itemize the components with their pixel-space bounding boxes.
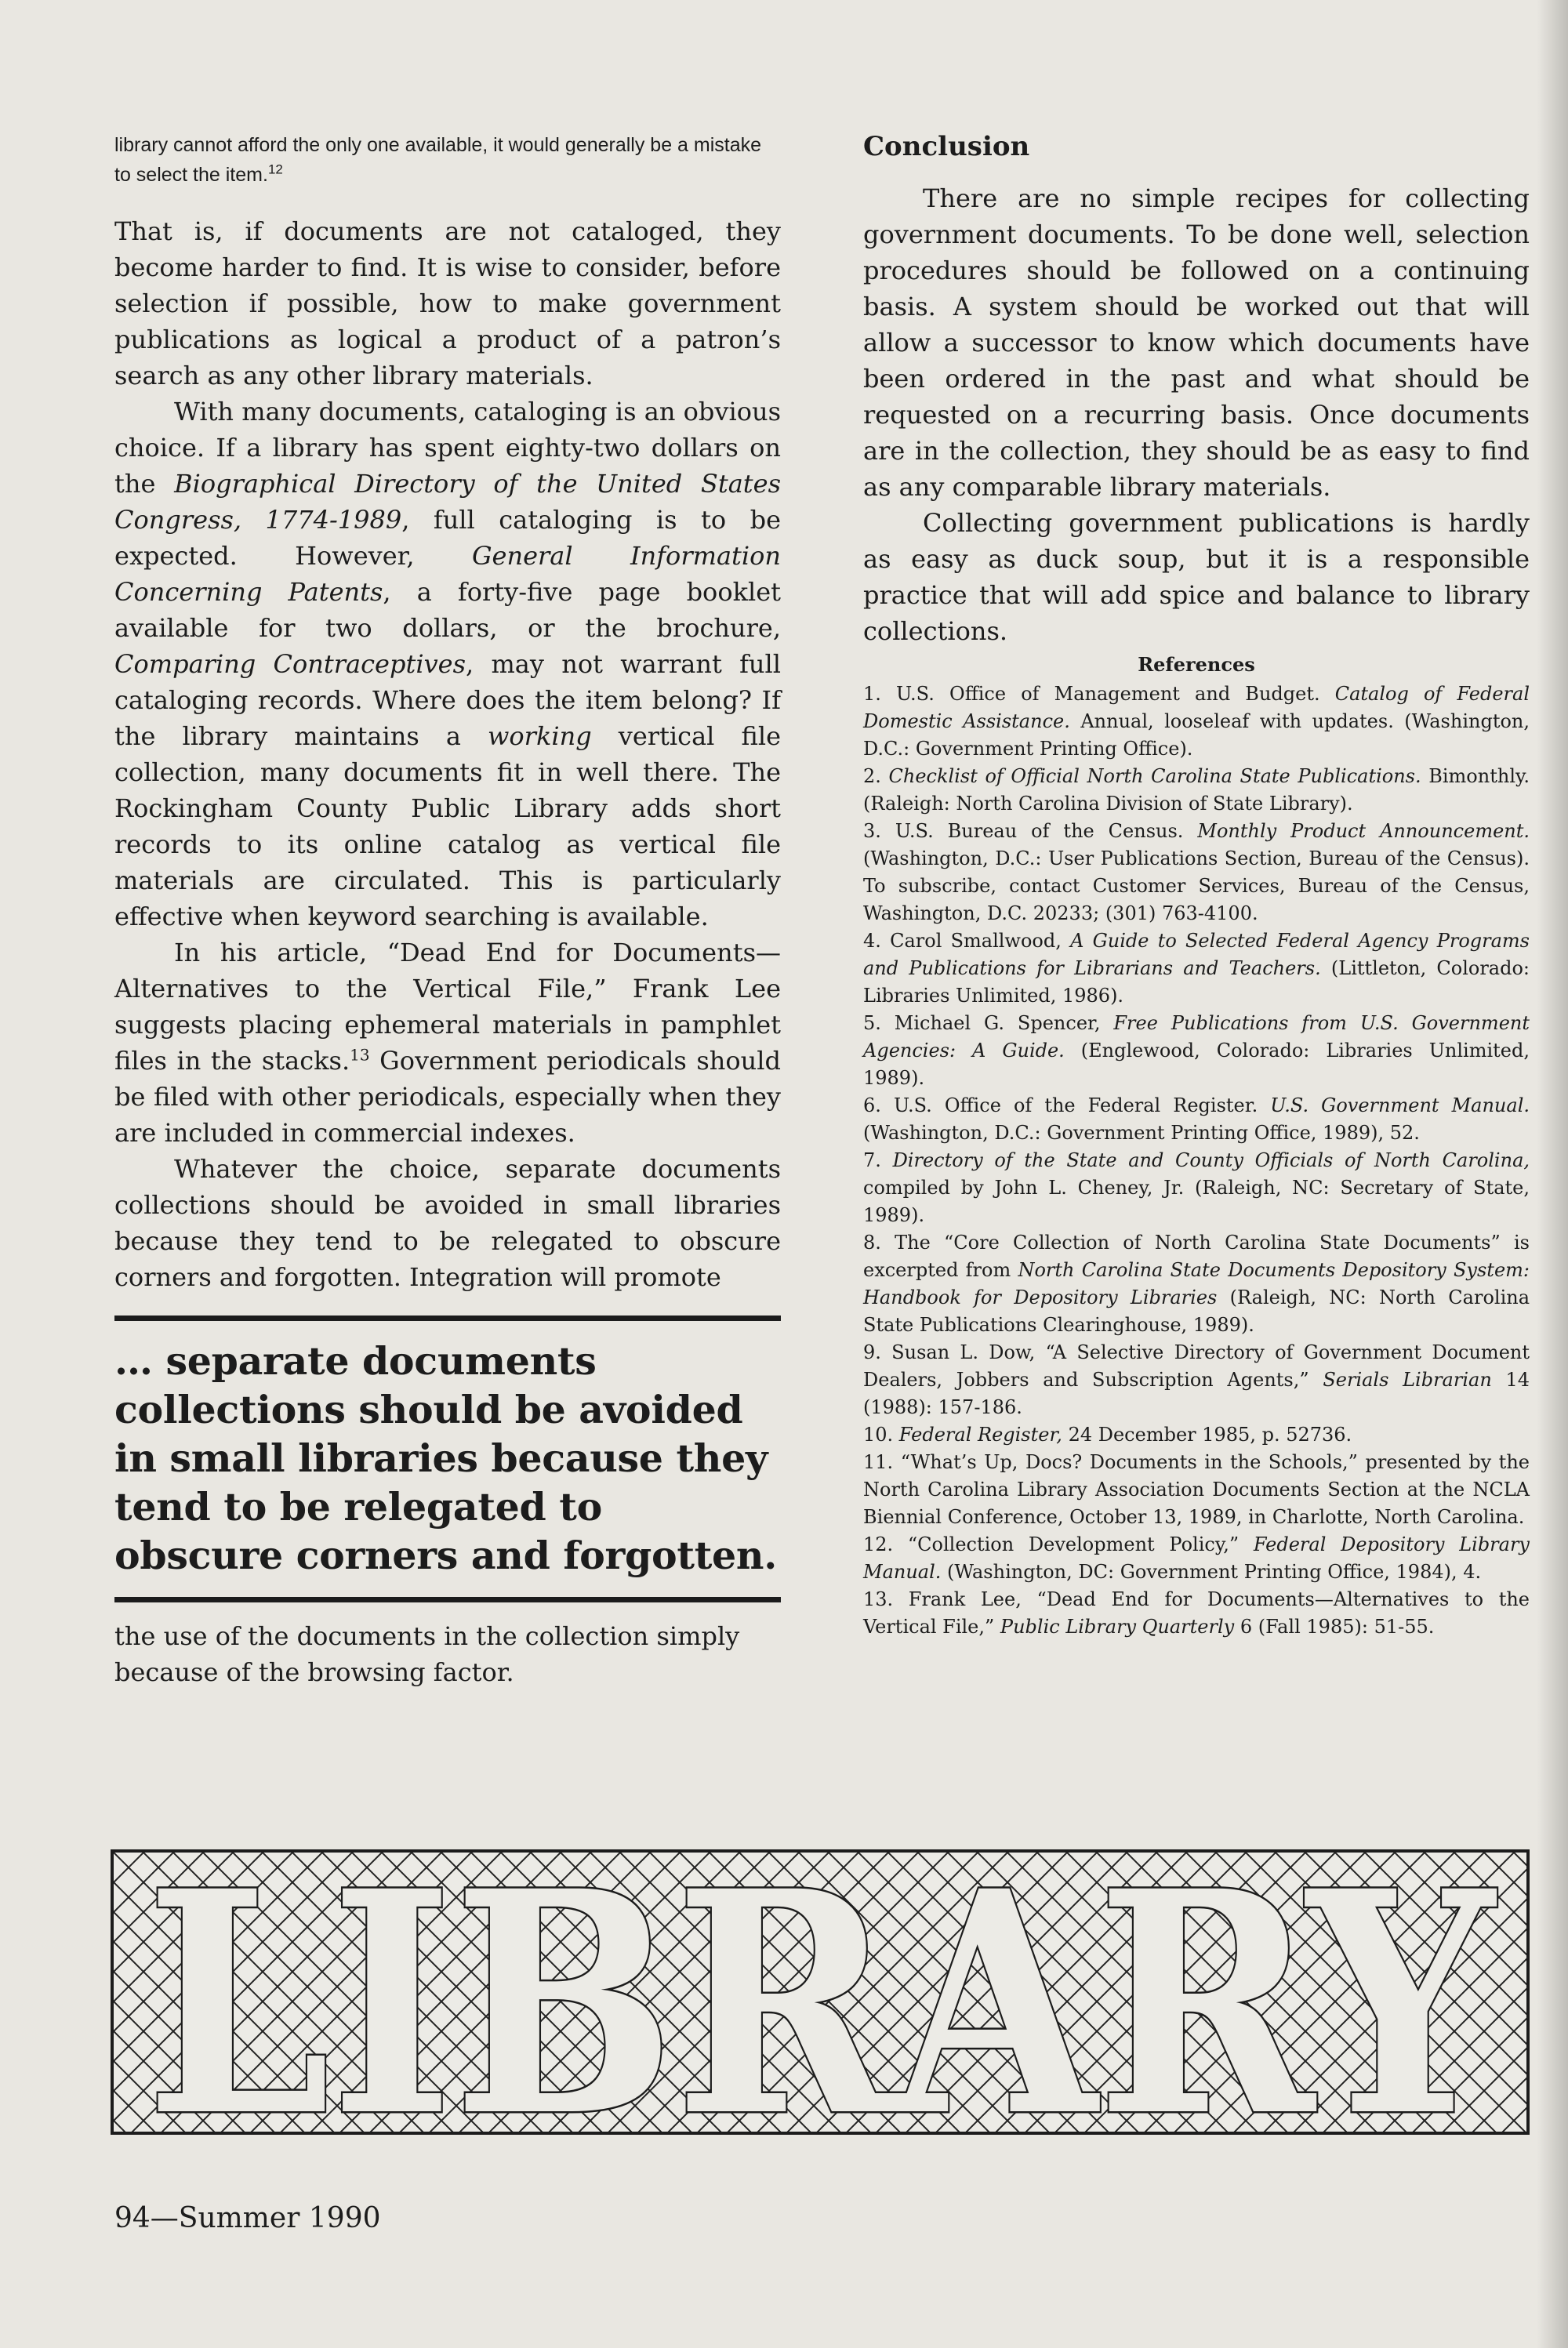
- reference-item: 3. U.S. Bureau of the Census. Monthly Product Announcement. (Washington, D.C.: User Publications Section, Bureau of the Census). To subscribe, contact Customer Services, Bureau of the Census, Washington, D.C. 20233; (301) 763-4100.: [863, 820, 1530, 924]
- paragraph: the use of the documents in the collection simply because of the browsing factor.: [114, 1621, 740, 1687]
- reference-item: 13. Frank Lee, “Dead End for Documents—Alternatives to the Vertical File,” Public Library Quarterly 6 (Fall 1985): 51-55.: [863, 1588, 1530, 1638]
- paragraph: That is, if documents are not cataloged, they become harder to find. It is wise to consider, before selection if possible, how to make government publications as logical a product of a patron’s search as any other library materials.: [114, 216, 781, 390]
- pull-quote-rule-top: [114, 1316, 781, 1321]
- reference-item: 11. “What’s Up, Docs? Documents in the Schools,” presented by the North Carolina Library Association Documents Section at the NCLA Biennial Conference, October 13, 1989, in Charlotte, North Carolina.: [863, 1451, 1530, 1528]
- paragraph: There are no simple recipes for collecting government documents. To be done well, selection procedures should be followed on a continuing basis. A system should be worked out that will allow a successor to know which documents have been ordered in the past and what should be requested on a recurring basis. Once documents are in the collection, they should be as easy to find as any comparable library materials.: [863, 183, 1530, 502]
- reference-item: 7. Directory of the State and County Officials of North Carolina, compiled by John L. Cheney, Jr. (Raleigh, NC: Secretary of State, 1989).: [863, 1149, 1530, 1226]
- reference-item: 12. “Collection Development Policy,” Federal Depository Library Manual. (Washington, DC: Government Printing Office, 1984), 4.: [863, 1533, 1530, 1583]
- paragraph: Whatever the choice, separate documents collections should be avoided in small libraries because they tend to be relegated to obscure corners and forgotten. Integration will promote: [114, 1154, 781, 1292]
- reference-item: 5. Michael G. Spencer, Free Publications from U.S. Government Agencies: A Guide. (Englewood, Colorado: Libraries Unlimited, 1989).: [863, 1012, 1530, 1089]
- left-column: [114, 125, 781, 1690]
- reference-item: 1. U.S. Office of Management and Budget. Catalog of Federal Domestic Assistance. Annual, looseleaf with updates. (Washington, D.C.: Government Printing Office).: [863, 683, 1530, 760]
- reference-item: 9. Susan L. Dow, “A Selective Directory of Government Document Dealers, Jobbers and Subscription Agents,” Serials Librarian 14 (1988): 157-186.: [863, 1341, 1530, 1418]
- library-banner-illustration: [111, 1824, 1530, 2183]
- section-heading: Conclusion: [863, 131, 1030, 162]
- references-list: [863, 680, 1530, 1641]
- reference-item: 10. Federal Register, 24 December 1985, p. 52736.: [863, 1424, 1352, 1446]
- paragraph: In his article, “Dead End for Documents—Alternatives to the Vertical File,” Frank Lee suggests placing ephemeral materials in pamphlet files in the stacks.$^{13}$ Government periodicals should be filed with other periodicals, especially when they are included in commercial indexes.: [114, 938, 781, 1148]
- page-edge-shadow: [1537, 0, 1568, 2348]
- paragraph: With many documents, cataloging is an obvious choice. If a library has spent eighty-two dollars on the Biographical Directory of the United States Congress, 1774-1989, full cataloging is to be expected. However, General Information Concerning Patents, a forty-five page booklet available for two dollars, or the brochure, Comparing Contraceptives, may not warrant full cataloging records. Where does the item belong? If the library maintains a working vertical file collection, many documents fit in well there. The Rockingham County Public Library adds short records to its online catalog as vertical file materials are circulated. This is particularly effective when keyword searching is available.: [114, 397, 782, 931]
- page-folio: 94—Summer 1990: [114, 2202, 381, 2234]
- block-quote-continuation: library cannot afford the only one available, it would generally be a mistake to select the item.$^{12}$: [114, 134, 762, 186]
- reference-item: 6. U.S. Office of the Federal Register. U.S. Government Manual. (Washington, D.C.: Government Printing Office, 1989), 52.: [863, 1094, 1530, 1144]
- footnote-marker: 12: [267, 161, 283, 177]
- pull-quote: … separate documents collections should be avoided in small libraries because they tend to be relegated to obscure corners and forgotten.: [114, 1338, 777, 1578]
- banner-art: [114, 1824, 1526, 2183]
- reference-item: 2. Checklist of Official North Carolina State Publications. Bimonthly. (Raleigh: North Carolina Division of State Library).: [863, 765, 1530, 815]
- pull-quote-rule-bottom: [114, 1597, 781, 1602]
- footnote-marker: 13: [350, 1045, 370, 1065]
- banner-word: LIBRARY: [146, 1824, 1500, 2183]
- bleed-through-text: [361, 2139, 366, 2158]
- reference-item: 4. Carol Smallwood, A Guide to Selected Federal Agency Programs and Publications for Librarians and Teachers. (Littleton, Colorado: Libraries Unlimited, 1986).: [863, 930, 1530, 1007]
- paragraph: Collecting government publications is hardly as easy as duck soup, but it is a responsible practice that will add spice and balance to library collections.: [863, 508, 1530, 646]
- reference-item: 8. The “Core Collection of North Carolina State Documents” is excerpted from North Carolina State Documents Depository System: Handbook for Depository Libraries (Raleigh, NC: North Carolina State Publications Clearinghouse, 1989).: [863, 1232, 1530, 1336]
- right-column: [863, 125, 1530, 1641]
- references-heading: References: [1138, 653, 1255, 676]
